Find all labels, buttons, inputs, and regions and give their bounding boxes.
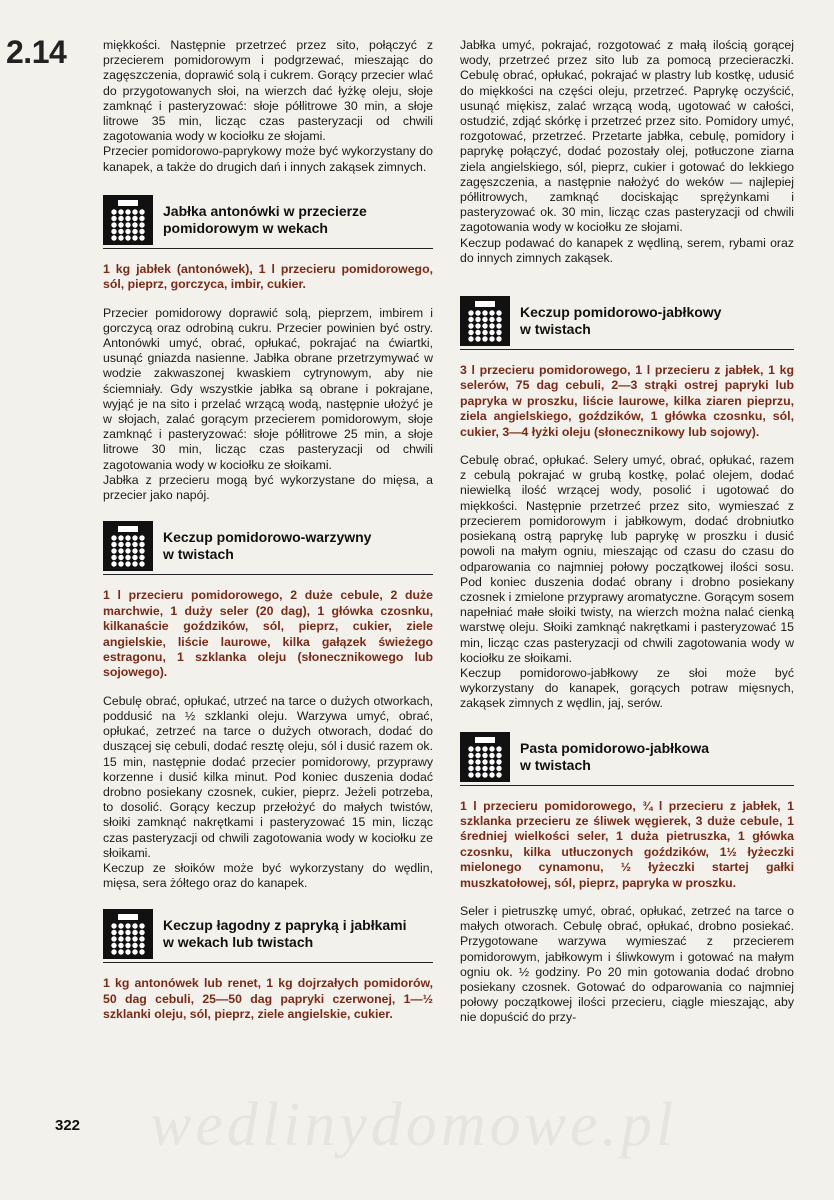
jar-icon: [103, 195, 153, 245]
paragraph: Keczup ze słoików może być wykorzystany do wędlin, mięsa, sera żółtego oraz do kanapek.: [103, 860, 433, 891]
watermark: wedlinydomowe.pl: [150, 1091, 678, 1159]
jar-dot: [475, 759, 480, 764]
jar-dot: [132, 229, 137, 234]
jar-dot: [111, 930, 116, 935]
section-number: 2.14: [6, 34, 67, 70]
jar-dot: [125, 924, 130, 929]
jar-dot: [139, 222, 144, 227]
jar-graphic: [108, 913, 148, 955]
ingredients: 1 l przecieru pomidorowego, ¾ l przecieru z jabłek, 1 szklanka przecieru ze śliwek węgierek, 3 duże cebule, 1 średniej wielkości seler, 1 duża pietruszka, 1 główka czosnku, kilka utłuczonych goździków, 1½ łyżeczki mielonego cynamonu, ½ łyżeczki startej gałki muszkatołowej, sól, pieprz, papryka w proszku.: [460, 798, 794, 890]
jar-dot: [489, 759, 494, 764]
jar-graphic: [465, 736, 505, 778]
recipe-title: Keczup pomidorowo-jabłkowy w twistach: [520, 304, 722, 338]
jar-dot: [125, 222, 130, 227]
jar-dot: [125, 937, 130, 942]
jar-dot: [132, 930, 137, 935]
jar-dot: [139, 950, 144, 955]
jar-dot: [118, 542, 123, 547]
page-number: 322: [55, 1117, 81, 1134]
jar-dot: [118, 924, 123, 929]
jar-icon: [460, 732, 510, 782]
paragraph: Przecier pomidorowy doprawić solą, pieprzem, imbirem i gorczycą oraz odrobiną cukru. Przecier powinien być ostry. Antonówki umyć, obrać, opłukać, pokrajać na ćwiartki, usunąć gniazda nasienne. Jabłka obrane przetrzymywać w wodzie zakwaszonej kwaskiem cytrynowym, aby nie ściemniały. Gdy wszystkie jabłka są obrane i pokrajane, wyjąć je na sito i przelać wrzącą wodą, następnie ułożyć je w słojach, zalać gorącym przecierem pomidorowym, słoje zamknąć i pasteryzować: słoje półlitrowe 25 min, a słoje litrowe 30 min, licząc czas pasteryzacji od chwili zagotowania wody w kociołku ze słoikami.: [103, 305, 433, 472]
jar-dot: [482, 759, 487, 764]
recipe-header: [103, 909, 433, 963]
jar-dot: [489, 772, 494, 777]
paragraph: Przecier pomidorowo-paprykowy może być wykorzystany do kanapek, a także do drugich dań i innych zakąsek zimnych.: [103, 144, 433, 174]
jar-dot: [475, 765, 480, 770]
recipe-keczup-pomidorowo-warzywny: [103, 521, 433, 891]
jar-dot: [482, 752, 487, 757]
left-column: [103, 38, 433, 1036]
jar-dot: [125, 209, 130, 214]
recipe-title: Keczup pomidorowo-warzywny w twistach: [163, 529, 372, 563]
jar-dot: [489, 323, 494, 328]
jar-dot: [496, 330, 501, 335]
jar-dot: [496, 759, 501, 764]
jar-dot: [475, 310, 480, 315]
jar-dot: [139, 209, 144, 214]
jar-dot: [139, 930, 144, 935]
jar-lid: [475, 301, 495, 307]
jar-dot: [139, 924, 144, 929]
jar-dot: [475, 317, 480, 322]
jar-dot: [132, 937, 137, 942]
jar-dot: [118, 209, 123, 214]
jar-dot: [475, 323, 480, 328]
jar-dot: [111, 549, 116, 554]
jar-dot: [132, 562, 137, 567]
jar-dot: [496, 336, 501, 341]
jar-dot: [139, 216, 144, 221]
jar-dot: [111, 209, 116, 214]
paragraph: miękkości. Następnie przetrzeć przez sito, połączyć z przecierem pomidorowym i podgrzewać, mieszając do zagęszczenia, doprawić solą i cukrem. Gorący przecier wlać do przygotowanych słoi, na wierzch dać łyżkę oleju, słoje zamknąć i pasteryzować: słoje półlitrowe 30 min, a słoje litrowe 35 min, licząc czas pasteryzacji od chwili zagotowania wody w kociołku ze słojami.: [103, 38, 433, 144]
jar-dot: [111, 937, 116, 942]
jar-dot: [489, 336, 494, 341]
jar-dot: [496, 746, 501, 751]
jar-dot: [125, 950, 130, 955]
recipe-keczup-pomidorowo-jablkowy: [460, 296, 794, 711]
jar-dot: [489, 317, 494, 322]
jar-dot: [496, 772, 501, 777]
recipe-header: [460, 296, 794, 350]
jar-dot: [118, 950, 123, 955]
jar-dot: [125, 536, 130, 541]
recipe-header: [460, 732, 794, 786]
jar-dot: [139, 235, 144, 240]
jar-dot: [496, 765, 501, 770]
jar-dot: [468, 765, 473, 770]
jar-dot: [118, 235, 123, 240]
jar-lid: [118, 526, 138, 532]
jar-dot: [139, 937, 144, 942]
jar-dot: [132, 943, 137, 948]
jar-dot: [125, 549, 130, 554]
jar-dot: [118, 536, 123, 541]
recipe-title: Keczup łagodny z papryką i jabłkami w wekach lub twistach: [163, 917, 407, 951]
jar-dot: [468, 317, 473, 322]
jar-dot: [482, 336, 487, 341]
jar-dot: [125, 216, 130, 221]
jar-dot: [125, 555, 130, 560]
jar-dot: [475, 772, 480, 777]
jar-dot: [132, 222, 137, 227]
jar-dot: [139, 549, 144, 554]
jar-dot: [468, 310, 473, 315]
jar-dot: [482, 317, 487, 322]
jar-dot: [489, 752, 494, 757]
paragraph: Keczup podawać do kanapek z wędliną, serem, rybami oraz do innych zimnych zakąsek.: [460, 235, 794, 265]
paragraph: Seler i pietruszkę umyć, obrać, opłukać, zetrzeć na tarce o małych otworach. Cebulę obrać, opłukać, drobno posiekać. Przygotowane warzywa wymieszać z przecierem pomidorowym, jabłkowym i śliwkowym i gotować na małym ogniu ok. ½ godziny. Po 20 min gotowania dodać drobno posiekany czosnek. Gotować do odparowania co najmniej połowy początkowej ilości przecieru, ciągle mieszając, aby nie dopuścić do przy-: [460, 903, 794, 1025]
jar-dot: [111, 924, 116, 929]
ingredients: 3 l przecieru pomidorowego, 1 l przecieru z jabłek, 1 kg selerów, 75 dag cebuli, 2—3 strąki ostrej papryki lub papryka w proszku, liście laurowe, kilka ziaren pieprzu, ziela angielskiego, goździków, 1 główka czosnku, sól, cukier, 3—4 łyżki oleju (słonecznikowy lub sojowy).: [460, 363, 794, 439]
jar-dot: [132, 542, 137, 547]
jar-dot: [482, 765, 487, 770]
jar-dot: [111, 943, 116, 948]
jar-dot: [125, 930, 130, 935]
jar-dot: [482, 330, 487, 335]
jar-dot: [132, 549, 137, 554]
jar-dot: [118, 930, 123, 935]
jar-dot: [132, 555, 137, 560]
jar-dot: [111, 950, 116, 955]
jar-dot: [111, 222, 116, 227]
recipe-header: [103, 195, 433, 249]
jar-graphic: [108, 199, 148, 241]
jar-dot: [489, 765, 494, 770]
paragraph: Jabłka z przecieru mogą być wykorzystane do mięsa, a przecier jako napój.: [103, 472, 433, 503]
jar-icon: [103, 909, 153, 959]
right-column: [460, 38, 794, 1026]
jar-dot: [482, 310, 487, 315]
paragraph: Cebulę obrać, opłukać. Selery umyć, obrać, opłukać, razem z cebulą pokrajać w grubą kostkę, polać olejem, dodać niewielką ilość wrzącej wody, posolić i ugotować do miękkości. Następnie przetrzeć przez sito, wymieszać z przecierem pomidorowym i jabłkowym, dodać drobniutko posiekaną ostrą paprykę lub paprykę w proszku i dusić powoli na małym ogniu, mieszając od czasu do czasu do odparowania co najmniej połowy początkowej ilości sosu. Pod koniec duszenia dodać obrany i drobno posiekany czosnek i zmielone przyprawy aromatyczne. Gorącym sosem napełniać małe słoiki twisty, na wierzch można nalać cienką warstwę oleju. Słoiki zamknąć nakrętkami i pasteryzować 15 min, licząc czas pasteryzacji od chwili zagotowania wody w kociołku ze słoikami.: [460, 453, 794, 665]
recipe-title: Jabłka antonówki w przecierze pomidorowym w wekach: [163, 202, 367, 236]
recipe-pasta-pomidorowo-jablkowa: [460, 732, 794, 1026]
jar-dot: [132, 209, 137, 214]
jar-dot: [118, 229, 123, 234]
jar-dot: [139, 555, 144, 560]
jar-dot: [139, 943, 144, 948]
jar-dot: [118, 562, 123, 567]
jar-dot: [468, 752, 473, 757]
jar-dot: [139, 229, 144, 234]
jar-graphic: [465, 300, 505, 342]
jar-dot: [118, 937, 123, 942]
ingredients: 1 kg antonówek lub renet, 1 kg dojrzałych pomidorów, 50 dag cebuli, 25—50 dag papryki czerwonej, 1—½ szklanki oleju, sól, pieprz, ziele angielskie, cukier.: [103, 976, 433, 1022]
paragraph: Jabłka umyć, pokrajać, rozgotować z małą ilością gorącej wody, przetrzeć przez sito lub za pomocą przecieraczki. Cebulę obrać, opłukać, pokrajać w plastry lub kostkę, udusić do miękkości na części oleju, przetrzeć. Paprykę oczyścić, usunąć miękisz, zalać wrzącą wodą, ugotować w całości, ostudzić, zdjąć skórkę i przetrzeć przez sito. Pomidory umyć, rozgotować, przetrzeć. Przetarte jabłka, cebulę, pomidory i paprykę połączyć, dodać pozostały olej, potłuczone ziarna ziela angielskiego, sól, pieprz, cukier i gotować do lekkiego zagęszczenia, a następnie nałożyć do weków — najlepiej półlitrowych, zamknąć dociskając sprężynkami i pasteryzować ok. 30 min, licząc czas pasteryzacji od chwili zagotowania wody w kociołku ze słojami.: [460, 38, 794, 235]
jar-dot: [475, 336, 480, 341]
jar-dot: [132, 216, 137, 221]
jar-dot: [482, 772, 487, 777]
jar-dot: [468, 759, 473, 764]
jar-dot: [496, 310, 501, 315]
jar-graphic: [108, 525, 148, 567]
jar-dot: [139, 562, 144, 567]
recipe-title: Pasta pomidorowo-jabłkowa w twistach: [520, 739, 710, 773]
jar-dot: [468, 772, 473, 777]
jar-dot: [111, 235, 116, 240]
jar-dot: [132, 950, 137, 955]
jar-dot: [496, 317, 501, 322]
paragraph: Cebulę obrać, opłukać, utrzeć na tarce o dużych otworkach, poddusić na ½ szklanki oleju. Warzywa umyć, obrać, opłukać, zetrzeć na tarce o dużych otworach, dodać do duszącej się cebuli, dodać resztę oleju, sól i dusić razem ok. 15 min, następnie dodać przecier pomidorowy, przyprawy korzenne i dusić kilka minut. Pod koniec duszenia dodać drobno posiekany czosnek, cukier, pieprz. Jeżeli potrzeba, to dosolić. Gorący keczup przełożyć do małych twistów, słoiki zamknąć nakrętkami i pasteryzować 15 min, licząc czas pasteryzacji od chwili zagotowania wody w kociołku ze słoikami.: [103, 693, 433, 860]
jar-dot: [118, 549, 123, 554]
jar-dot: [496, 323, 501, 328]
jar-dot: [111, 542, 116, 547]
jar-dot: [139, 542, 144, 547]
jar-dot: [139, 536, 144, 541]
jar-dot: [489, 746, 494, 751]
jar-lid: [475, 737, 495, 743]
jar-icon: [460, 296, 510, 346]
jar-dot: [118, 555, 123, 560]
ingredients: 1 kg jabłek (antonówek), 1 l przecieru pomidorowego, sól, pieprz, gorczyca, imbir, cukier.: [103, 261, 433, 292]
jar-dot: [468, 330, 473, 335]
jar-dot: [111, 216, 116, 221]
jar-dot: [111, 229, 116, 234]
jar-dot: [482, 323, 487, 328]
jar-dot: [125, 562, 130, 567]
ingredients: 1 l przecieru pomidorowego, 2 duże cebule, 2 duże marchwie, 1 duży seler (20 dag), 1 główka czosnku, kilkanaście goździków, sól, pieprz, cukier, ziele angielskie, liście laurowe, kilka gałązek świeżego estragonu, 1 szklanka oleju (słonecznikowego lub sojowego).: [103, 588, 433, 680]
jar-icon: [103, 521, 153, 571]
jar-dot: [132, 235, 137, 240]
jar-dot: [132, 924, 137, 929]
jar-dot: [489, 310, 494, 315]
jar-dot: [496, 752, 501, 757]
jar-dot: [118, 216, 123, 221]
jar-dot: [125, 235, 130, 240]
jar-dot: [111, 562, 116, 567]
jar-dot: [118, 943, 123, 948]
jar-dot: [125, 229, 130, 234]
jar-dot: [475, 746, 480, 751]
jar-dot: [111, 536, 116, 541]
jar-dot: [489, 330, 494, 335]
jar-dot: [468, 336, 473, 341]
recipe-keczup-lagodny: [103, 909, 433, 1022]
jar-dot: [468, 746, 473, 751]
recipe-header: [103, 521, 433, 575]
jar-dot: [475, 752, 480, 757]
paragraph: Keczup pomidorowo-jabłkowy ze słoi może być wykorzystany do kanapek, gorących potraw mięsnych, zakąsek zimnych z wędlin, jaj, serów.: [460, 665, 794, 711]
jar-dot: [111, 555, 116, 560]
jar-dot: [125, 542, 130, 547]
jar-lid: [118, 200, 138, 206]
recipe-jablka-antonowki: [103, 195, 433, 503]
jar-dot: [482, 746, 487, 751]
jar-dot: [475, 330, 480, 335]
jar-lid: [118, 914, 138, 920]
jar-dot: [132, 536, 137, 541]
jar-dot: [118, 222, 123, 227]
jar-dot: [468, 323, 473, 328]
jar-dot: [125, 943, 130, 948]
